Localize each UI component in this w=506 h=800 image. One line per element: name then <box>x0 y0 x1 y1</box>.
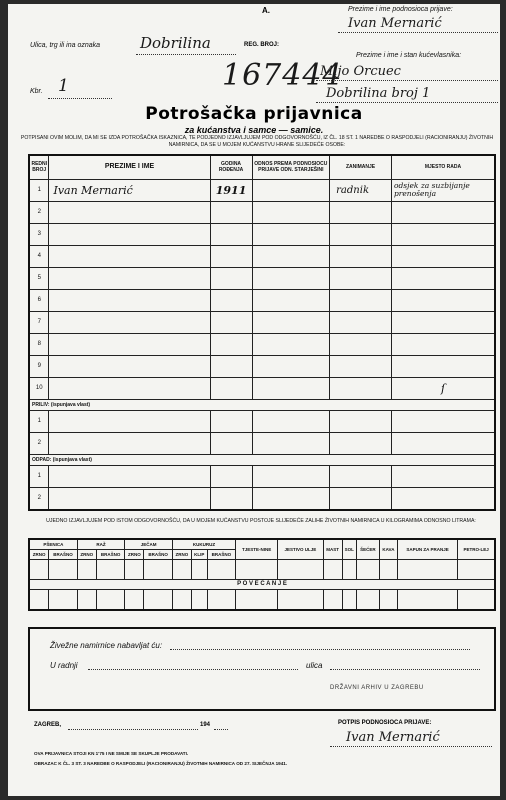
signature-label: POTPIS PODNOSIOCA PRIJAVE: <box>338 720 432 726</box>
row-number: 7 <box>29 311 49 333</box>
occupation: radnik <box>330 179 392 201</box>
owner-line-1 <box>316 80 498 81</box>
row-number: 2 <box>29 487 49 510</box>
street-value: Dobrilina <box>140 34 211 52</box>
signature-line <box>330 746 492 747</box>
table-row: 10 ſ <box>29 377 495 399</box>
u-radnji-line <box>88 669 298 670</box>
sub-klip: KLIP <box>191 549 207 559</box>
sub-zrno: ZRNO <box>125 549 144 559</box>
table-row <box>29 267 495 289</box>
row-number: 9 <box>29 355 49 377</box>
signature-value: Ivan Mernarić <box>346 730 440 745</box>
place-label: ZAGREB, <box>34 722 61 728</box>
col-mast: MAST <box>323 539 342 559</box>
archive-stamp: DRŽAVNI ARHIV U ZAGREBU <box>330 685 424 691</box>
street-label: Ulica, trg ili ina oznaka <box>30 42 101 49</box>
sub-brasno: BRAŠNO <box>96 549 124 559</box>
form-letter: A. <box>262 6 270 15</box>
sub-zrno: ZRNO <box>172 549 191 559</box>
group-jecam: JEČAM <box>125 539 173 549</box>
col-occupation-header: ZANIMANJE <box>330 155 392 179</box>
row-number: 6 <box>29 289 49 311</box>
reg-number: 167444 <box>222 58 343 93</box>
povecanje-label: P O V E Ć A N J E <box>29 579 495 589</box>
applicant-label: Prezime i ime podnosioca prijave: <box>348 6 453 13</box>
group-raz: RAŽ <box>77 539 125 549</box>
kbr-line <box>48 98 112 99</box>
table-row <box>29 487 495 510</box>
kbr-value: 1 <box>58 76 69 96</box>
table-row <box>29 432 495 454</box>
table-row <box>29 223 495 245</box>
col-kava: KAVA <box>379 539 397 559</box>
table-row <box>29 355 495 377</box>
owner-value-1: Mijo Orcuec <box>320 64 401 79</box>
form-subtitle: za kućanstva i samce — samice. <box>184 125 324 135</box>
col-petrolej: PETRO-LEJ <box>458 539 495 559</box>
table-row <box>29 465 495 487</box>
col-no-header: REDNI BROJ <box>29 155 49 179</box>
table-row <box>29 311 495 333</box>
col-ulje: JESTIVO ULJE <box>278 539 323 559</box>
form-intro: POTPISANI OVIM MOLIM, DA MI SE IZDA POTROŠAČKA ISKAZNICA, TE PODJEDNO IZJAVLJUJEM POD ODGOVORNOŠĆU, IZ ČL. 18 ST. 1 NAREDBE O RASPODJELI (RACIONIRANJU) ŽIVOTNIH NAMIRNICA, DA SE U MOJEM KUĆANSTVU HRANE SLIJEDEĆE OSOBE: <box>20 135 494 148</box>
owner-label: Prezime i ime i stan kućevlasnika: <box>356 52 462 59</box>
col-sol: SOL <box>342 539 356 559</box>
note-regulation: OBRAZAC K ČL. 3 ST. 3 NAREDBE O RASPODJELI (RACIONIRANJU) ŽIVOTNIH NAMIRNICA OD 27. SIJEČNJA 1941. <box>34 761 288 766</box>
table-row <box>29 179 495 201</box>
registration-form <box>8 4 500 796</box>
year-line <box>214 729 228 730</box>
form-title: Potrošačka prijavnica <box>145 104 363 124</box>
group-kukuruz: KUKURUZ <box>172 539 235 549</box>
ulica-label: ulica <box>306 661 323 670</box>
table-row <box>29 333 495 355</box>
row-number: 3 <box>29 223 49 245</box>
owner-value-2: Dobrilina broj 1 <box>326 86 431 101</box>
priliv-label: PRILIV: (ispunjava vlast) <box>29 399 495 410</box>
group-psenica: PŠENICA <box>29 539 77 549</box>
person-name: Ivan Mernarić <box>49 179 210 201</box>
row-number: 8 <box>29 333 49 355</box>
col-tjestenine: TJESTE-NINE <box>236 539 278 559</box>
applicant-value: Ivan Mernarić <box>348 16 442 31</box>
sub-brasno: BRAŠNO <box>207 549 235 559</box>
workplace: odsjek za suzbijanje prenošenja <box>391 179 495 201</box>
row-number: 2 <box>29 201 49 223</box>
supply-line <box>170 649 470 650</box>
sub-zrno: ZRNO <box>29 549 49 559</box>
supply-box <box>28 627 496 711</box>
reg-label: REG. BROJ: <box>244 42 280 48</box>
street-line <box>136 54 236 55</box>
row-number: 1 <box>29 465 49 487</box>
birth-year: 1911 <box>210 179 252 201</box>
col-sapun: SAPUN ZA PRANJE <box>398 539 458 559</box>
row-number: 2 <box>29 432 49 454</box>
relation <box>252 179 330 201</box>
table-row <box>29 201 495 223</box>
food-row <box>29 589 495 610</box>
food-table <box>28 538 496 611</box>
row-number: 10 <box>29 377 49 399</box>
table-row <box>29 410 495 432</box>
col-year-header: GODINA ROĐENJA <box>210 155 252 179</box>
note-price: OVA PRIJAVNICA STOJI KN 1'75 I NE SMIJE SE SKUPLJE PRODAVATI. <box>34 751 189 756</box>
sub-brasno: BRAŠNO <box>49 549 77 559</box>
row-number: 1 <box>29 179 49 201</box>
sub-zrno: ZRNO <box>77 549 96 559</box>
row-number: 5 <box>29 267 49 289</box>
row-number: 1 <box>29 410 49 432</box>
col-secer: ŠEĆER <box>356 539 379 559</box>
col-workplace-header: MJESTO RADA <box>391 155 495 179</box>
persons-table <box>28 154 496 511</box>
row-number: 4 <box>29 245 49 267</box>
year-label: 194 <box>200 722 211 728</box>
u-radnji-label: U radnji <box>50 661 78 670</box>
date-line <box>68 729 198 730</box>
kbr-label: Kbr. <box>30 88 43 95</box>
col-name-header: PREZIME I IME <box>49 155 210 179</box>
applicant-line <box>338 32 498 33</box>
col-relation-header: ODNOS PREMA PODNOSIOCU PRIJAVE ODN. STARJEŠINI <box>252 155 330 179</box>
table-row <box>29 289 495 311</box>
ulica-line <box>330 669 480 670</box>
odpad-label: ODPAD: (ispunjava vlast) <box>29 454 495 465</box>
sub-brasno: BRAŠNO <box>144 549 172 559</box>
owner-line-2 <box>316 102 498 103</box>
supply-label: Živežne namirnice nabavljat ću: <box>50 641 163 650</box>
food-intro: UJEDNO IZJAVLJUJEM POD ISTOM ODGOVORNOŠĆU, DA U MOJEM KUĆANSTVU POSTOJE SLIJEDEĆE ZALIHE ŽIVOTNIH NAMIRNICA U KILOGRAMIMA ODNOSNO LITRAMA: <box>46 518 476 524</box>
table-row <box>29 245 495 267</box>
food-row <box>29 559 495 579</box>
